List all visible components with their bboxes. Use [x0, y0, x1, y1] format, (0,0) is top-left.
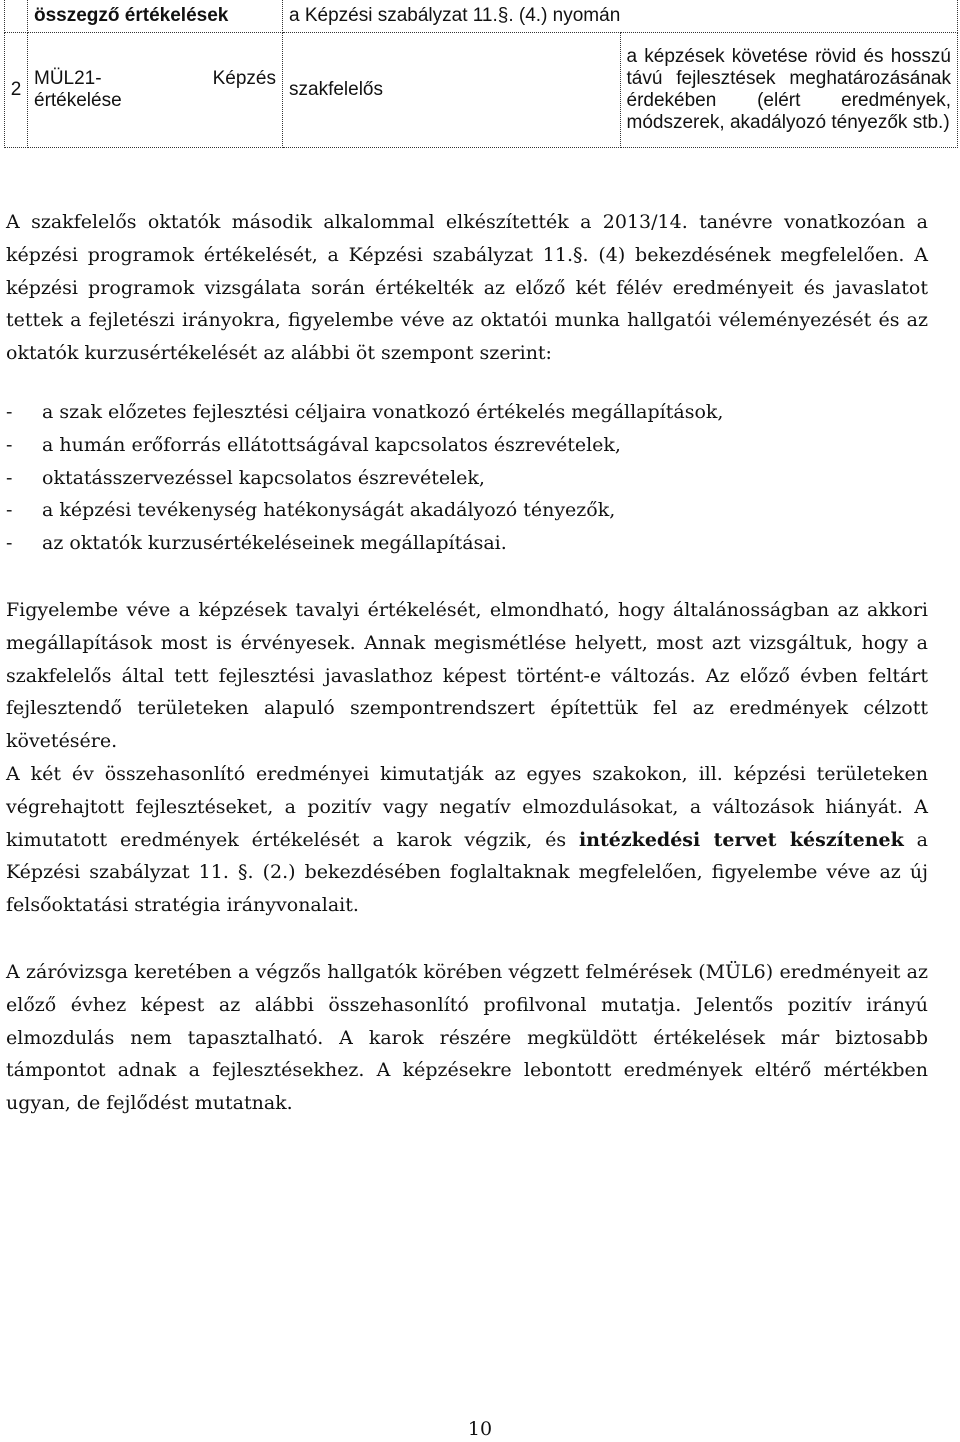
row-name-part2: Képzés: [212, 68, 276, 89]
row-name-part1: MÜL21-: [34, 68, 102, 89]
list-item: - az oktatók kurzusértékeléseinek megállapításai.: [6, 532, 507, 555]
header-left-cell: összegző értékelések: [28, 0, 283, 33]
paragraph-final-exam-text: A záróvizsga keretében a végzős hallgatók körében végzett felmérések (MÜL6) eredményeit az előző évhez képest az alábbi összehasonlító profilvonal mutatja. Jelentős pozitív irányú elmozdulás nem tapasztalható. A karok részére megküldött értékelések már biztosabb támpontot adnak a fejlesztésekhez. A képzésekre lebontott eredmények eltérő mértékben ugyan, de fejlődést mutatnak.: [6, 961, 928, 1115]
paragraph-evaluation-a: Figyelembe véve a képzések tavalyi értékelését, elmondható, hogy általánosságban az akkori megállapítások most is érvényesek. Annak megismétlése helyett, most azt vizsgáltuk, hogy a szakfelelős által tett fejlesztési javaslathoz képest történt-e változás. Az előző évben feltárt fejlesztendő területeken alapuló szempontrendszert építettük fel az eredmények célzott követésére.: [6, 599, 928, 753]
paragraph-final-exam: [6, 956, 928, 1120]
list-item: - a képzési tevékenység hatékonyságát akadályozó tényezők,: [6, 499, 616, 522]
list-item: - a szak előzetes fejlesztési céljaira vonatkozó értékelés megállapítások,: [6, 401, 724, 423]
emphasis-action-plan: intézkedési tervet készítenek: [578, 828, 904, 851]
paragraph-intro: [6, 206, 928, 370]
list-item: - a humán erőforrás ellátottságával kapcsolatos észrevételek,: [6, 433, 621, 456]
header-empty-cell: [5, 0, 28, 33]
summary-table: [4, 0, 958, 148]
paragraph-evaluation-b: A két év összehasonlító eredményei kimutatják az egyes szakokon, ill. képzési területeken végrehajtott fejlesztéseket, a pozitív vagy negatív elmozdulásokat, a változások hiányát. A kimutatott eredmények értékelését a karok végzik, és intézkedési tervet készítenek a Képzési szabályzat 11. §. (2.) bekezdésében foglaltaknak megfelelően, figyelembe véve az új felsőoktatási stratégia irányvonalait.: [6, 762, 929, 917]
row-number: 2: [5, 33, 28, 148]
header-right-cell: a Képzési szabályzat 11.§. (4.) nyomán: [283, 0, 958, 33]
row-name: [28, 33, 283, 148]
list-item: - oktatásszervezéssel kapcsolatos észrevételek,: [6, 466, 485, 489]
page-number: 10: [467, 1418, 493, 1440]
paragraph-intro-text: A szakfelelős oktatók második alkalommal elkészítették a 2013/14. tanévre vonatkozóan a képzési programok értékelését, a Képzési szabályzat 11.§. (4) bekezdésének megfelelően. A képzési programok vizsgálata során értékelték az előző két félév eredményeit és javaslatot tettek a fejletészi irányokra, figyelembe véve az oktatói munka hallgatói véleményezését és az oktatók kurzusértékelését az alábbi öt szempont szerint:: [6, 211, 928, 365]
paragraph-evaluation: [6, 594, 928, 922]
row-name-part3: értékelése: [34, 90, 122, 111]
criteria-list: [6, 396, 928, 560]
table-header-row: [5, 0, 958, 33]
row-responsible: szakfelelős: [283, 33, 621, 148]
row-description: a képzések követése rövid és hosszú távú fejlesztések meghatározásának érdekében (elért eredmények, módszerek, akadályozó tényezők stb.): [620, 33, 958, 148]
table-row: [5, 33, 958, 148]
